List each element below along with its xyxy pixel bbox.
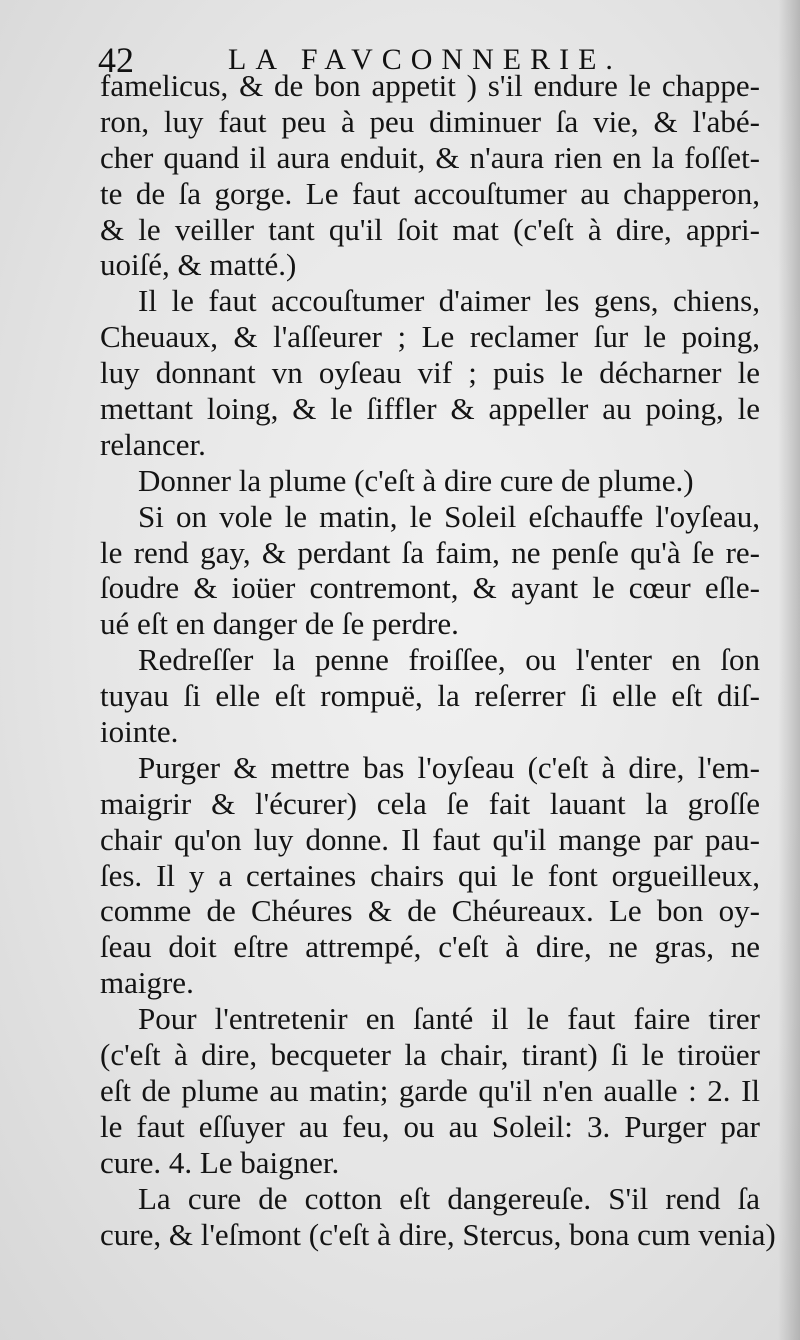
text-line: & le veiller tant qu'il ſoit mat (c'eſt à dire, appri- xyxy=(100,211,760,247)
text-line: iointe. xyxy=(100,714,179,750)
text-line: chair qu'on luy donne. Il faut qu'il mange par pau- xyxy=(100,821,760,857)
text-line: Il le faut accouſtumer d'aimer les gens, chiens, xyxy=(138,283,760,319)
text-line: Pour l'entretenir en ſanté il le faut faire tirer xyxy=(138,1001,760,1037)
text-line: famelicus, & de bon appetit ) s'il endure le chappe- xyxy=(100,68,760,103)
text-line: maigrir & l'écurer) cela ſe fait lauant la groſſe xyxy=(100,785,760,821)
text-line: ſes. Il y a certaines chairs qui le font orgueilleux, xyxy=(100,857,760,893)
text-line: ſoudre & ioüer contremont, & ayant le cœur eſle- xyxy=(100,570,760,606)
text-line: tuyau ſi elle eſt rompuë, la reſerrer ſi elle eſt diſ- xyxy=(100,678,760,714)
running-head: LA FAVCONNERIE. xyxy=(228,43,622,76)
text-line: comme de Chéures & de Chéureaux. Le bon oy- xyxy=(100,893,760,929)
text-line: cure. 4. Le baigner. xyxy=(100,1144,340,1180)
text-line: Si on vole le matin, le Soleil eſchauffe l'oyſeau, xyxy=(138,498,760,534)
text-line: relancer. xyxy=(100,426,206,462)
text-line: cher quand il aura enduit, & n'aura rien en la foſſet- xyxy=(100,139,760,175)
text-line: La cure de cotton eſt dangereuſe. S'il rend ſa xyxy=(138,1180,760,1216)
text-line: uoiſé, & matté.) xyxy=(100,247,297,283)
text-line: te de ſa gorge. Le faut accouſtumer au chapperon, xyxy=(100,175,760,211)
text-line: (c'eſt à dire, becqueter la chair, tirant) ſi le tiroüer xyxy=(100,1037,760,1073)
body-text xyxy=(100,68,776,1252)
text-line: mettant loing, & le ſiffler & appeller au poing, le xyxy=(100,391,760,427)
text-line: maigre. xyxy=(100,965,194,1001)
text-line: luy donnant vn oyſeau vif ; puis le décharner le xyxy=(100,355,760,391)
text-line: le faut eſſuyer au feu, ou au Soleil: 3. Purger par xyxy=(100,1108,760,1144)
text-line: ron, luy faut peu à peu diminuer ſa vie, & l'abé- xyxy=(100,103,760,139)
text-line: le rend gay, & perdant ſa faim, ne penſe qu'à ſe re- xyxy=(100,534,760,570)
text-line: Purger & mettre bas l'oyſeau (c'eſt à dire, l'em- xyxy=(138,749,760,785)
page-number: 42 xyxy=(98,40,134,80)
text-line: ſeau doit eſtre attrempé, c'eſt à dire, ne gras, ne xyxy=(100,929,760,965)
text-line: cure, & l'eſmont (c'eſt à dire, Stercus, bona cum venia) xyxy=(100,1216,776,1252)
page-edge-shadow xyxy=(778,0,800,1340)
text-line: Cheuaux, & l'aſſeurer ; Le reclamer ſur le poing, xyxy=(100,319,760,355)
text-line: ué eſt en danger de ſe perdre. xyxy=(100,606,459,642)
text-line: Donner la plume (c'eſt à dire cure de plume.) xyxy=(138,462,694,498)
text-line: eſt de plume au matin; garde qu'il n'en aualle : 2. Il xyxy=(100,1072,760,1108)
text-line: Redreſſer la penne froiſſee, ou l'enter en ſon xyxy=(138,642,760,678)
